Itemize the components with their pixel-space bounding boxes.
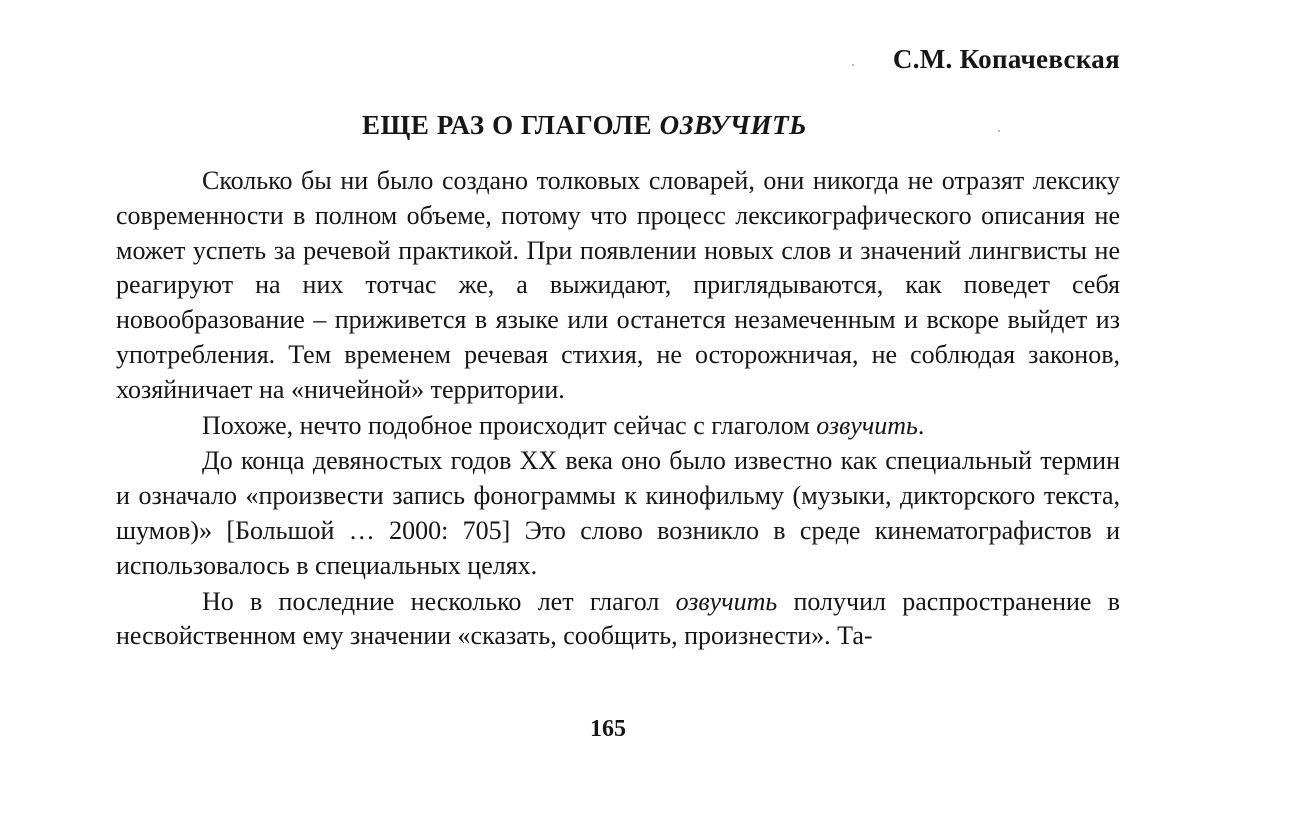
paragraph-2 — [116, 409, 1120, 444]
paragraph-text: Похоже, нечто подобное происходит сейчас с глаголом — [202, 410, 817, 440]
scan-speck — [998, 130, 1000, 132]
italic-term: озвучить — [816, 410, 918, 440]
article-title-keyword: ОЗВУЧИТЬ — [659, 110, 807, 140]
paragraph-text: Сколько бы ни было создано толковых словарей, они никогда не отразят лексику современности в полном объеме, потому что процесс лексикографического описания не может успеть за речевой практикой. При появлении новых слов и значений лингвисты не реагируют на них тотчас же, а выжидают, приглядываются, как поведет себя новообразование – приживется в языке или останется незамеченным и вскоре выйдет из употребления. Тем временем речевая стихия, не осторожничая, не соблюдая законов, хозяйничает на «ничейной» территории. — [116, 166, 1120, 404]
article-body — [116, 164, 1120, 654]
page-number: 165 — [590, 716, 626, 742]
paragraph-4 — [116, 585, 1120, 655]
paragraph-3 — [116, 444, 1120, 583]
italic-term: озвучить — [675, 586, 778, 616]
paragraph-text: . — [917, 410, 925, 440]
article-title-text: ЕЩЕ РАЗ О ГЛАГОЛЕ — [362, 110, 660, 140]
running-head-author: С.М. Копачевская — [892, 44, 1120, 74]
paragraph-text: получил распространение в несвойственном ему значении «сказать, сообщить, произнести». Та- — [116, 586, 1121, 651]
paragraph-text: Но в последние несколько лет глагол — [202, 586, 676, 616]
paragraph-1 — [116, 164, 1120, 408]
scan-speck — [852, 64, 854, 66]
paragraph-text: До конца девяностых годов XX века оно было известно как специальный термин и означало «произвести запись фонограммы к кинофильму (музыки, дикторского текста, шумов)» [Большой … 2000: 705] Это слово возникло в среде кинематографистов и использовалось в специальных целях. — [116, 446, 1120, 580]
article-title — [362, 110, 807, 141]
